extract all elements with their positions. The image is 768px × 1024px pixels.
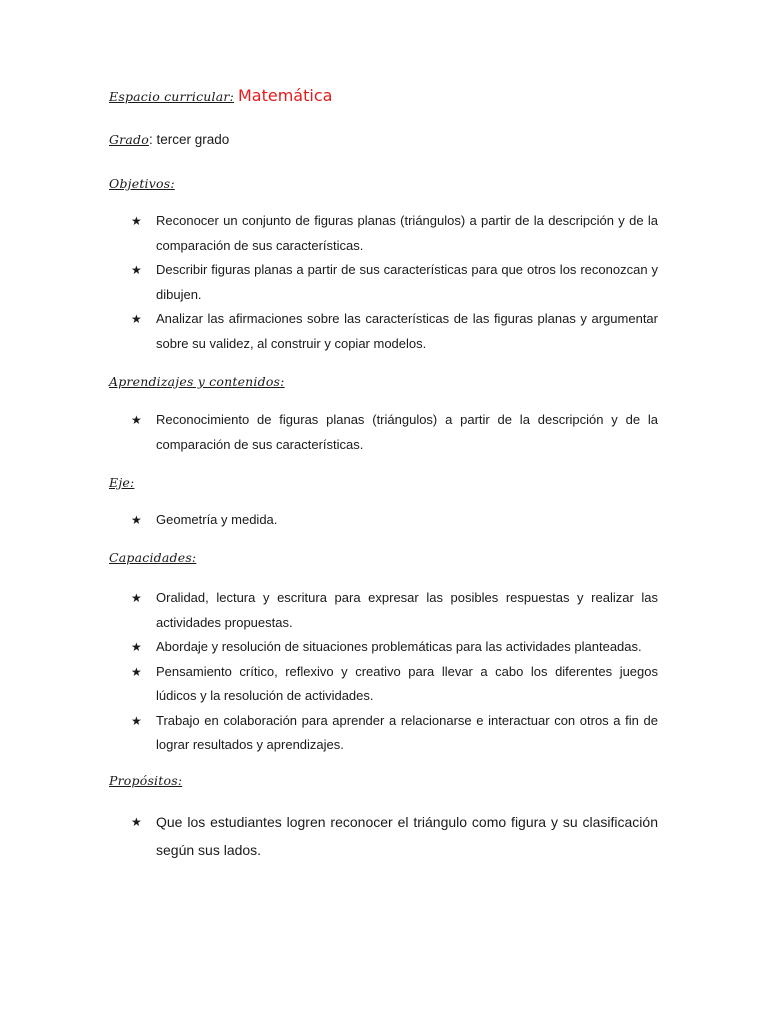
- grado-label: Grado: [109, 132, 149, 147]
- star-bullet-icon: ★: [131, 640, 142, 654]
- propositos-list: [131, 808, 658, 864]
- list-item: ★ Geometría y medida.: [131, 508, 658, 533]
- list-item: ★ Oralidad, lectura y escritura para expresar las posibles respuestas y realizar las actividades propuestas.: [131, 586, 658, 635]
- grado-value: : tercer grado: [148, 132, 230, 147]
- list-item: ★ Reconocer un conjunto de figuras planas (triángulos) a partir de la descripción y de la comparación de sus características.: [131, 209, 658, 258]
- star-bullet-icon: ★: [131, 413, 142, 427]
- capacidades-heading: Capacidades:: [109, 550, 197, 565]
- grado-line: [109, 131, 229, 149]
- list-item: ★ Abordaje y resolución de situaciones problemáticas para las actividades planteadas.: [131, 635, 658, 660]
- star-bullet-icon: ★: [131, 513, 142, 527]
- star-bullet-icon: ★: [131, 312, 142, 326]
- list-item: ★ Pensamiento crítico, reflexivo y creativo para llevar a cabo los diferentes juegos lúdicos y la resolución de actividades.: [131, 660, 658, 709]
- aprendizajes-list: [131, 408, 658, 457]
- objetivos-heading: Objetivos:: [109, 176, 175, 191]
- star-bullet-icon: ★: [131, 263, 142, 277]
- list-item: ★ Trabajo en colaboración para aprender a relacionarse e interactuar con otros a fin de lograr resultados y aprendizajes.: [131, 709, 658, 758]
- objetivos-list: [131, 209, 658, 356]
- propositos-heading: Propósitos:: [109, 773, 183, 788]
- star-bullet-icon: ★: [131, 713, 142, 728]
- list-item: ★ Analizar las afirmaciones sobre las características de las figuras planas y argumentar sobre su validez, al construir y copiar modelos.: [131, 307, 658, 356]
- list-item: ★ Describir figuras planas a partir de sus características para que otros los reconozcan y dibujen.: [131, 258, 658, 307]
- star-bullet-icon: ★: [131, 664, 142, 679]
- aprendizajes-heading: Aprendizajes y contenidos:: [109, 374, 285, 389]
- star-bullet-icon: ★: [131, 591, 142, 605]
- eje-list: [131, 508, 658, 533]
- list-item: ★ Reconocimiento de figuras planas (triángulos) a partir de la descripción y de la comparación de sus características.: [131, 408, 658, 457]
- espacio-curricular-label: Espacio curricular:: [109, 89, 234, 104]
- star-bullet-icon: ★: [131, 214, 142, 228]
- star-bullet-icon: ★: [131, 815, 142, 829]
- eje-heading: Eje:: [109, 475, 135, 490]
- capacidades-list: [131, 586, 658, 758]
- subject-name: Matemática: [237, 86, 333, 105]
- espacio-curricular-line: [109, 86, 332, 106]
- list-item: ★ Que los estudiantes logren reconocer el triángulo como figura y su clasificación según sus lados.: [131, 808, 658, 864]
